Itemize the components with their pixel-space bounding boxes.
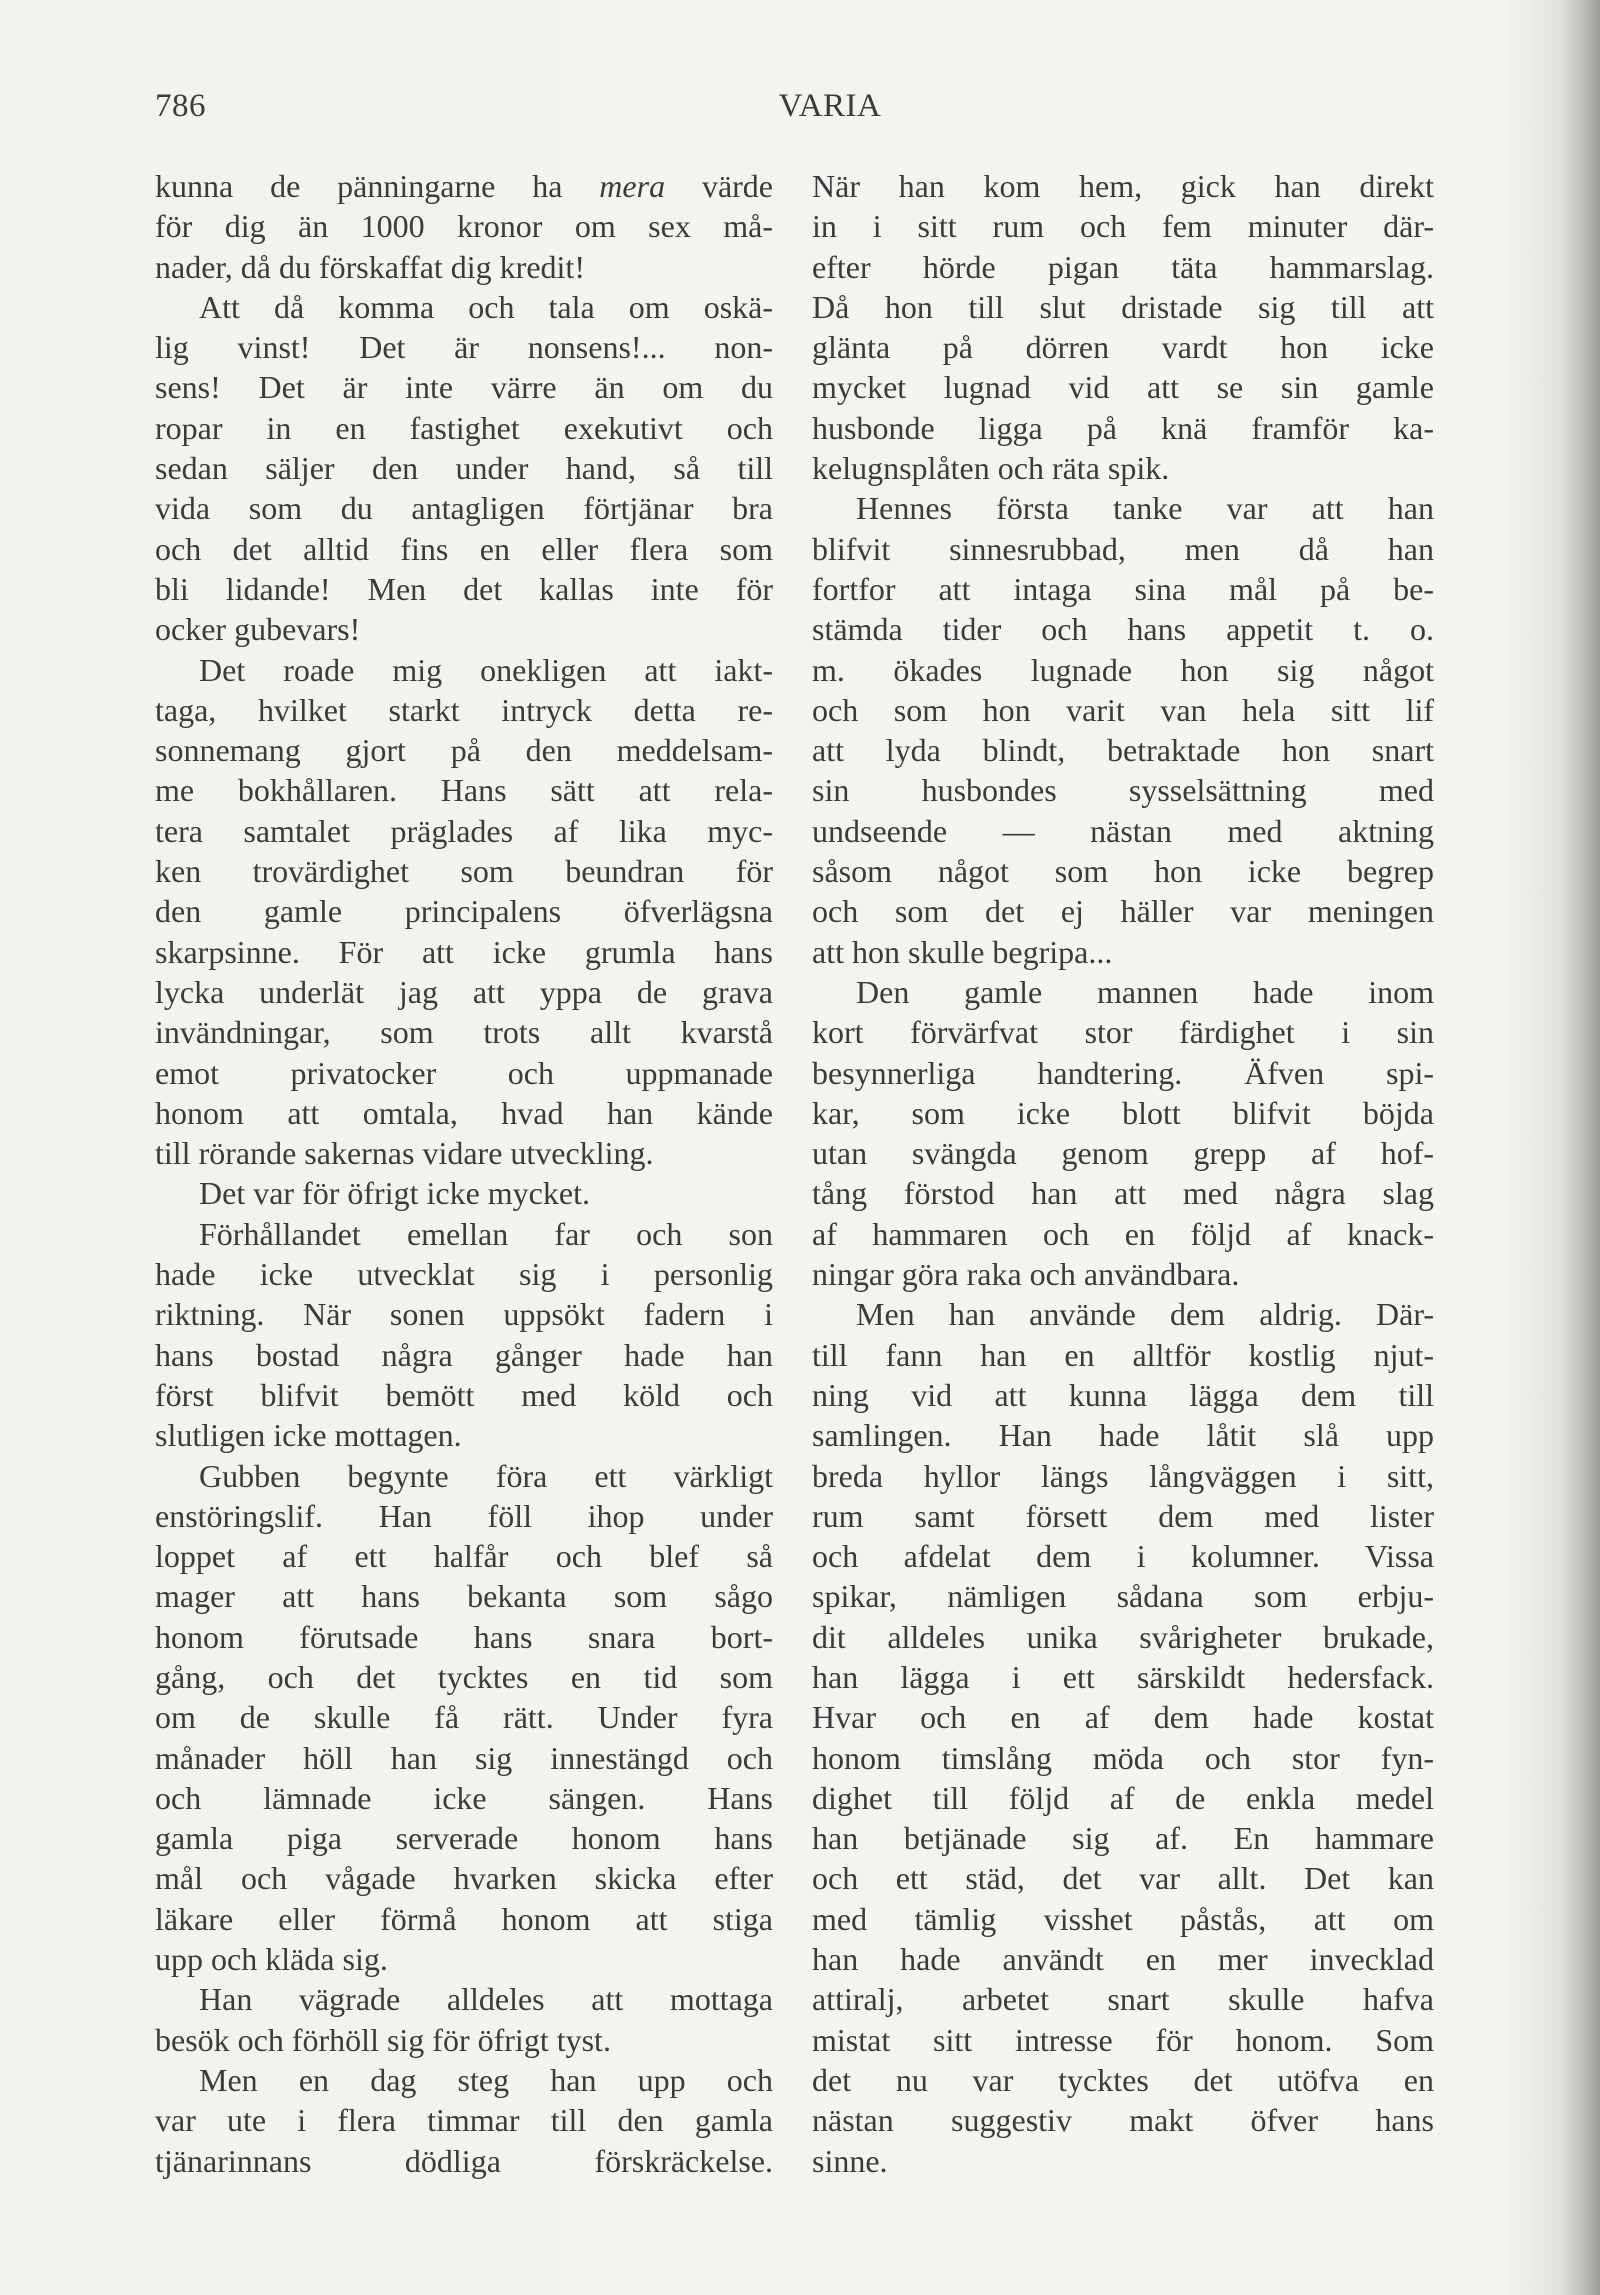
text-line: bli lidande! Men det kallas inte för (155, 570, 773, 607)
text-line: för dig än 1000 kronor om sex må- (155, 208, 773, 245)
text-column-left (155, 166, 773, 2181)
text-line: och lämnade icke sängen. Hans (155, 1779, 773, 1816)
text-line: När han kom hem, gick han direkt (812, 168, 1434, 204)
text-line: tjänarinnans dödliga förskräckelse. (155, 2142, 773, 2179)
text-line: spikar, nämligen sådana som erbju- (812, 1578, 1434, 1615)
text-segment: värde (665, 168, 774, 204)
text-line: och ett städ, det var allt. Det kan (812, 1860, 1434, 1897)
text-line: han betjänade sig af. En hammare (812, 1820, 1434, 1857)
text-line: Hvar och en af dem hade kostat (812, 1699, 1434, 1736)
text-line: tera samtalet präglades af lika myc- (155, 812, 773, 849)
text-line: Han vägrade alldeles att mottaga (199, 1981, 773, 2018)
text-line: Men en dag steg han upp och (199, 2061, 773, 2098)
text-line: vida som du antagligen förtjänar bra (155, 490, 773, 527)
text-line: sens! Det är inte värre än om du (155, 369, 773, 406)
text-line: om de skulle få rätt. Under fyra (155, 1699, 773, 1736)
text-line: undseende — nästan med aktning (812, 812, 1434, 849)
text-line: utan svängda genom grepp af hof- (812, 1135, 1434, 1172)
text-line: rum samt försett dem med lister (812, 1497, 1434, 1534)
text-line: glänta på dörren vardt hon icke (812, 329, 1434, 366)
text-line: enstöringslif. Han föll ihop under (155, 1497, 773, 1534)
text-line: han hade användt en mer invecklad (812, 1941, 1434, 1978)
text-line: kar, som icke blott blifvit böjda (812, 1094, 1434, 1131)
text-line: nästan suggestiv makt öfver hans (812, 2102, 1434, 2139)
text-line: ningar göra raka och användbara. (812, 1256, 1240, 1293)
text-line: taga, hvilket starkt intryck detta re- (155, 691, 773, 728)
text-line: först blifvit bemött med köld och (155, 1376, 773, 1413)
text-line: och som hon varit van hela sitt lif (812, 691, 1434, 728)
text-line: honom att omtala, hvad han kände (155, 1094, 773, 1131)
text-line: ken trovärdighet som beundran för (155, 853, 773, 890)
text-line: honom timslång möda och stor fyn- (812, 1739, 1434, 1776)
text-line: mistat sitt intresse för honom. Som (812, 2021, 1434, 2058)
text-line: attiralj, arbetet snart skulle hafva (812, 1981, 1434, 2018)
text-line: kelugnsplåten och räta spik. (812, 450, 1170, 487)
text-line: Då hon till slut dristade sig till att (812, 288, 1434, 325)
text-line: var ute i flera timmar till den gamla (155, 2102, 773, 2139)
text-line: blifvit sinnesrubbad, men då han (812, 530, 1434, 567)
text-line: fortfor att intaga sina mål på be- (812, 570, 1434, 607)
text-line: att lyda blindt, betraktade hon snart (812, 732, 1434, 769)
text-line: mycket lugnad vid att se sin gamle (812, 369, 1434, 406)
text-line: månader höll han sig innestängd och (155, 1739, 773, 1776)
text-line: loppet af ett halfår och blef så (155, 1538, 773, 1575)
text-line: besök och förhöll sig för öfrigt tyst. (155, 2021, 611, 2058)
text-line: Förhållandet emellan far och son (199, 1215, 773, 1252)
text-line: sedan säljer den under hand, så till (155, 450, 773, 487)
text-line: emot privatocker och uppmanade (155, 1054, 773, 1091)
text-line: sin husbondes sysselsättning med (812, 772, 1434, 809)
text-line: Det var för öfrigt icke mycket. (199, 1175, 590, 1212)
text-line: dighet till följd af de enkla medel (812, 1779, 1434, 1816)
text-line: husbonde ligga på knä framför ka- (812, 409, 1434, 446)
text-line: hade icke utvecklat sig i personlig (155, 1256, 773, 1293)
text-line: sinne. (812, 2142, 888, 2179)
text-line: skarpsinne. För att icke grumla hans (155, 933, 773, 970)
text-line: kort förvärfvat stor färdighet i sin (812, 1014, 1434, 1051)
text-line: Den gamle mannen hade inom (856, 973, 1434, 1010)
text-line: mager att hans bekanta som sågo (155, 1578, 773, 1615)
text-line: Att då komma och tala om oskä- (199, 288, 773, 325)
text-line: till fann han en alltför kostlig njut- (812, 1336, 1434, 1373)
text-line: stämda tider och hans appetit t. o. (812, 611, 1434, 648)
text-line: af hammaren och en följd af knack- (812, 1215, 1434, 1252)
text-line: me bokhållaren. Hans sätt att rela- (155, 772, 773, 809)
italic-text: mera (599, 168, 666, 204)
text-line: efter hörde pigan täta hammarslag. (812, 248, 1434, 285)
text-line (155, 166, 773, 206)
text-line: tång förstod han att med några slag (812, 1175, 1434, 1212)
text-line: hans bostad några gånger hade han (155, 1336, 773, 1373)
text-line: Gubben begynte föra ett värkligt (199, 1457, 773, 1494)
text-line: slutligen icke mottagen. (155, 1417, 462, 1454)
text-line: läkare eller förmå honom att stiga (155, 1900, 773, 1937)
text-line: invändningar, som trots allt kvarstå (155, 1014, 773, 1051)
text-line: samlingen. Han hade låtit slå upp (812, 1417, 1434, 1454)
text-line: in i sitt rum och fem minuter där- (812, 208, 1434, 245)
text-line: att hon skulle begripa... (812, 933, 1113, 970)
text-line: såsom något som hon icke begrep (812, 853, 1434, 890)
text-line: Det roade mig onekligen att iakt- (199, 651, 773, 688)
text-line: mål och vågade hvarken skicka efter (155, 1860, 773, 1897)
text-segment: kunna de pänningarne ha (155, 168, 600, 204)
text-line: ropar in en fastighet exekutivt och (155, 409, 773, 446)
text-line: dit alldeles unika svårigheter brukade, (812, 1618, 1434, 1655)
text-line: m. ökades lugnade hon sig något (812, 651, 1434, 688)
text-line: breda hyllor längs långväggen i sitt, (812, 1457, 1434, 1494)
text-line: den gamle principalens öfverlägsna (155, 893, 773, 930)
page-number: 786 (155, 88, 206, 124)
text-line: och som det ej häller var meningen (812, 893, 1434, 930)
text-line: till rörande sakernas vidare utveckling. (155, 1135, 654, 1172)
text-line: gång, och det tycktes en tid som (155, 1658, 773, 1695)
text-line: det nu var tycktes det utöfva en (812, 2061, 1434, 2098)
text-line: gamla piga serverade honom hans (155, 1820, 773, 1857)
text-line: Men han använde dem aldrig. Där- (856, 1296, 1434, 1333)
text-line: upp och kläda sig. (155, 1941, 388, 1978)
text-line: och det alltid fins en eller flera som (155, 530, 773, 567)
text-line: honom förutsade hans snara bort- (155, 1618, 773, 1655)
text-line: och afdelat dem i kolumner. Vissa (812, 1538, 1434, 1575)
text-line: med tämlig visshet påstås, att om (812, 1900, 1434, 1937)
text-line: Hennes första tanke var att han (856, 490, 1434, 527)
text-line: ocker gubevars! (155, 611, 361, 648)
text-line: lig vinst! Det är nonsens!... non- (155, 329, 773, 366)
text-line: riktning. När sonen uppsökt fadern i (155, 1296, 773, 1333)
text-column-right (812, 166, 1434, 2181)
text-line: nader, då du förskaffat dig kredit! (155, 248, 585, 285)
text-line: sonnemang gjort på den meddelsam- (155, 732, 773, 769)
text-line: han lägga i ett särskildt hedersfack. (812, 1658, 1434, 1695)
text-line: ning vid att kunna lägga dem till (812, 1376, 1434, 1413)
running-head: VARIA (778, 88, 882, 124)
text-line: lycka underlät jag att yppa de grava (155, 973, 773, 1010)
text-line: besynnerliga handtering. Äfven spi- (812, 1054, 1434, 1091)
